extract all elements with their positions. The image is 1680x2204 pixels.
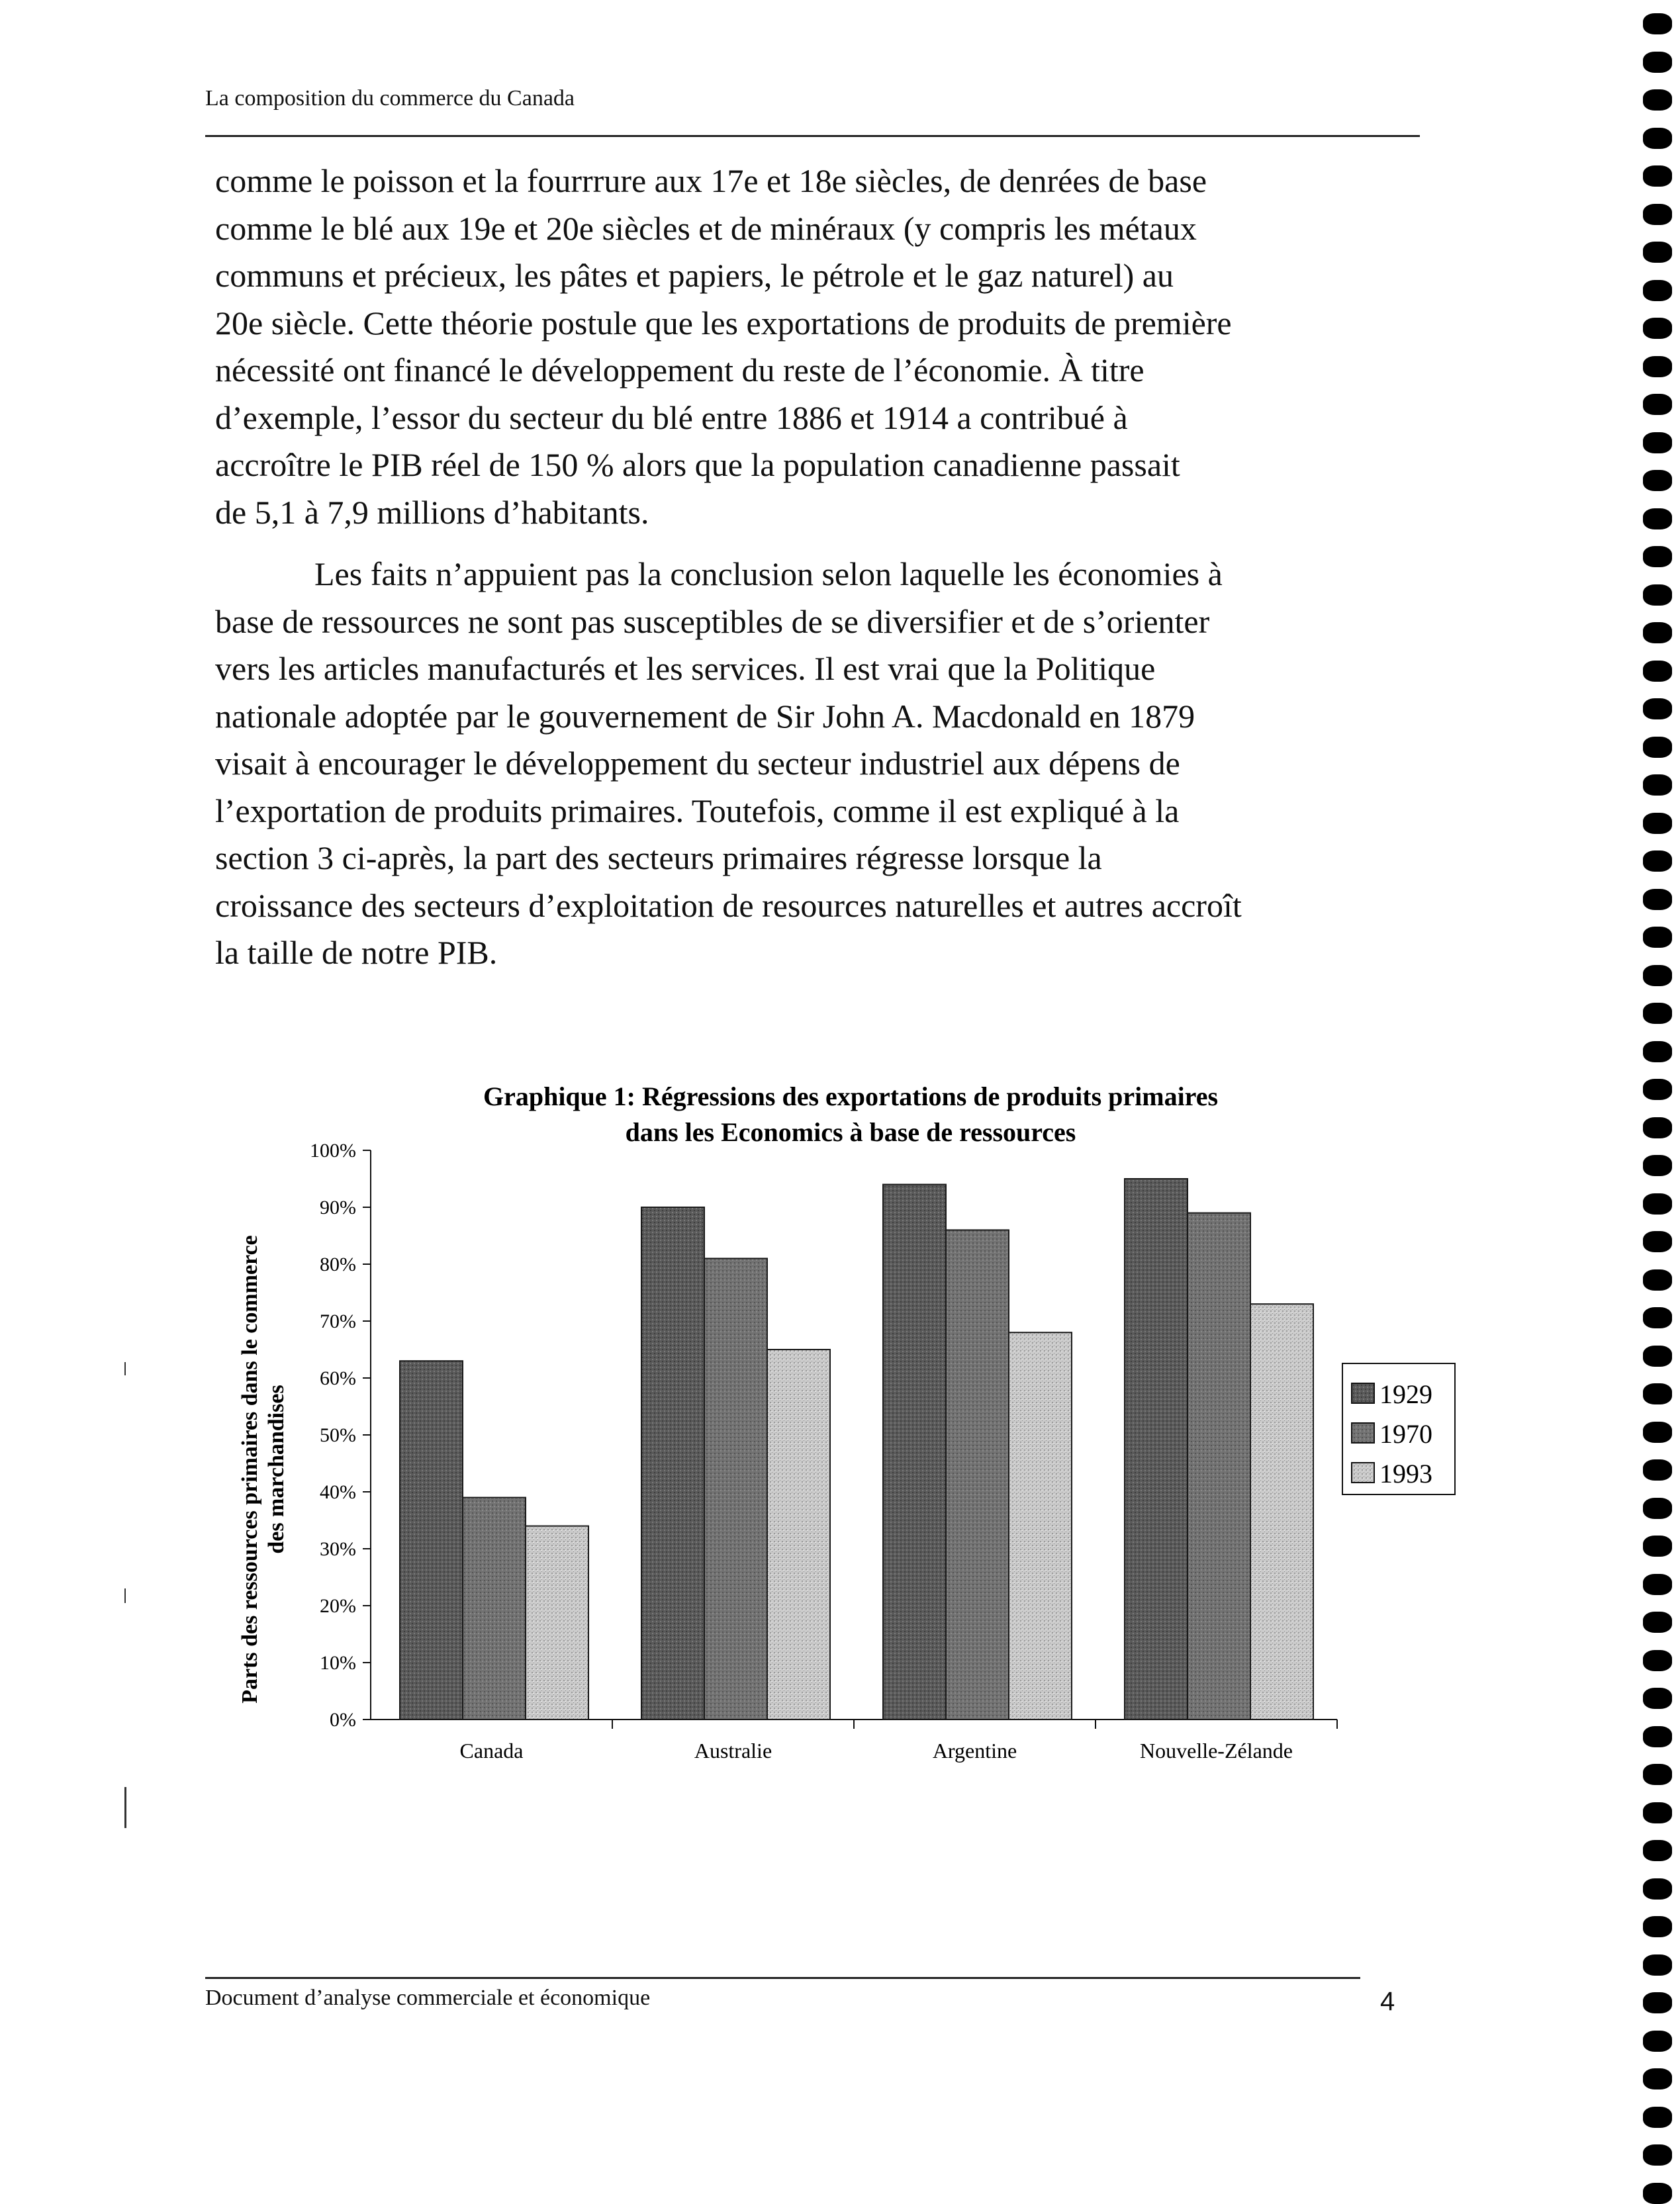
text-line: croissance des secteurs d’exploitation de resources naturelles et autres accroît xyxy=(215,886,1242,924)
bar-1970-Nouvelle-Zélande xyxy=(1188,1213,1250,1720)
chart-svg xyxy=(225,1079,1470,1787)
binding-hole xyxy=(1643,737,1672,758)
bar-1993-Canada xyxy=(526,1526,588,1720)
binding-hole xyxy=(1643,1383,1672,1404)
text-line: Les faits n’appuient pas la conclusion selon laquelle les économies à xyxy=(314,555,1223,592)
binding-hole xyxy=(1643,470,1672,491)
text-line: la taille de notre PIB. xyxy=(215,934,498,971)
binding-hole xyxy=(1643,1003,1672,1024)
text-line: vers les articles manufacturés et les services. Il est vrai que la Politique xyxy=(215,650,1156,687)
binding-hole xyxy=(1643,661,1672,682)
binding-hole xyxy=(1643,1802,1672,1823)
binding-hole xyxy=(1643,1574,1672,1595)
binding-hole xyxy=(1643,1536,1672,1557)
y-axis-label-line1: Parts des ressources primaires dans le commerce xyxy=(238,1235,262,1704)
running-header: La composition du commerce du Canada xyxy=(205,86,575,111)
binding-hole xyxy=(1643,204,1672,225)
binding-hole xyxy=(1643,432,1672,453)
chart-title: Graphique 1: Régressions des exportations de produits primaires xyxy=(483,1081,1219,1111)
legend-swatch xyxy=(1352,1423,1374,1443)
y-tick-label: 0% xyxy=(330,1709,356,1731)
binding-hole xyxy=(1643,850,1672,872)
x-tick-label: Canada xyxy=(459,1739,524,1763)
spiral-binding xyxy=(1635,0,1680,2201)
binding-hole xyxy=(1643,774,1672,796)
binding-hole xyxy=(1643,1459,1672,1481)
binding-hole xyxy=(1643,1193,1672,1215)
binding-hole xyxy=(1643,1764,1672,1785)
binding-hole xyxy=(1643,356,1672,377)
binding-hole xyxy=(1643,1688,1672,1709)
binding-hole xyxy=(1643,242,1672,263)
binding-hole xyxy=(1643,546,1672,567)
binding-hole xyxy=(1643,394,1672,415)
binding-hole xyxy=(1643,1498,1672,1519)
bar-1929-Canada xyxy=(400,1361,463,1720)
bar-1970-Canada xyxy=(463,1498,526,1720)
text-line: d’exemple, l’essor du secteur du blé entre 1886 et 1914 a contribué à xyxy=(215,398,1128,436)
binding-hole xyxy=(1643,584,1672,606)
text-line: visait à encourager le développement du secteur industriel aux dépens de xyxy=(215,745,1180,782)
chart-subtitle: dans les Economics à base de ressources xyxy=(625,1117,1076,1147)
binding-hole xyxy=(1643,1954,1672,1976)
y-axis-label-line2: des marchandises xyxy=(264,1385,289,1554)
binding-hole xyxy=(1643,889,1672,910)
y-tick-label: 40% xyxy=(320,1481,356,1503)
binding-hole xyxy=(1643,89,1672,111)
header-rule xyxy=(205,135,1420,137)
text-line: section 3 ci-après, la part des secteurs primaires régresse lorsque la xyxy=(215,839,1102,876)
y-tick-label: 80% xyxy=(320,1254,356,1275)
binding-hole xyxy=(1643,1840,1672,1861)
bar-1970-Argentine xyxy=(946,1230,1009,1720)
binding-hole xyxy=(1643,13,1672,34)
bar-1993-Nouvelle-Zélande xyxy=(1250,1304,1313,1720)
text-line: l’exportation de produits primaires. Toutefois, comme il est expliqué à la xyxy=(215,792,1180,829)
text-line: 20e siècle. Cette théorie postule que les exportations de produits de première xyxy=(215,304,1232,342)
footer-rule xyxy=(205,1977,1360,1979)
x-tick-label: Nouvelle-Zélande xyxy=(1140,1739,1293,1763)
binding-hole xyxy=(1643,965,1672,986)
binding-hole xyxy=(1643,1422,1672,1443)
y-tick-label: 30% xyxy=(320,1538,356,1560)
binding-hole xyxy=(1643,1916,1672,1937)
text-line: communs et précieux, les pâtes et papiers, le pétrole et le gaz naturel) au xyxy=(215,257,1174,294)
text-line: de 5,1 à 7,9 millions d’habitants. xyxy=(215,493,649,531)
binding-hole xyxy=(1643,1650,1672,1671)
binding-hole xyxy=(1643,1346,1672,1367)
y-tick-label: 90% xyxy=(320,1197,356,1218)
binding-hole xyxy=(1643,1992,1672,2013)
binding-hole xyxy=(1643,280,1672,301)
binding-hole xyxy=(1643,1726,1672,1747)
binding-hole xyxy=(1643,1612,1672,1633)
binding-hole xyxy=(1643,2031,1672,2052)
legend-label: 1993 xyxy=(1379,1459,1432,1489)
bar-1929-Nouvelle-Zélande xyxy=(1125,1179,1188,1720)
binding-hole xyxy=(1643,52,1672,73)
text-line: nécessité ont financé le développement du reste de l’économie. À titre xyxy=(215,351,1144,389)
binding-hole xyxy=(1643,698,1672,719)
binding-hole xyxy=(1643,1117,1672,1138)
legend-label: 1970 xyxy=(1379,1419,1432,1449)
binding-hole xyxy=(1643,2144,1672,2166)
binding-hole xyxy=(1643,2107,1672,2128)
binding-hole xyxy=(1643,1878,1672,1900)
left-edge-tick xyxy=(124,1588,126,1603)
x-tick-label: Argentine xyxy=(932,1739,1017,1763)
text-line: base de ressources ne sont pas susceptibles de se diversifier et de s’orienter xyxy=(215,602,1210,640)
text-line: comme le blé aux 19e et 20e siècles et de minéraux (y compris les métaux xyxy=(215,209,1197,247)
binding-hole xyxy=(1643,508,1672,529)
y-tick-label: 20% xyxy=(320,1595,356,1617)
y-tick-label: 10% xyxy=(320,1652,356,1674)
chart xyxy=(225,1079,1470,1787)
y-tick-label: 70% xyxy=(320,1310,356,1332)
left-edge-tick xyxy=(124,1362,126,1375)
footer-text: Document d’analyse commerciale et économique xyxy=(205,1986,651,2010)
binding-hole xyxy=(1643,622,1672,643)
bar-1993-Australie xyxy=(767,1350,830,1720)
text-line: nationale adoptée par le gouvernement de Sir John A. Macdonald en 1879 xyxy=(215,697,1195,735)
bar-1970-Australie xyxy=(704,1258,767,1720)
left-edge-mark xyxy=(124,1787,126,1828)
binding-hole xyxy=(1643,1041,1672,1062)
legend-swatch xyxy=(1352,1383,1374,1403)
binding-hole xyxy=(1643,1269,1672,1291)
paragraph-1 xyxy=(215,158,1413,536)
binding-hole xyxy=(1643,1079,1672,1100)
binding-hole xyxy=(1643,2068,1672,2089)
x-tick-label: Australie xyxy=(694,1739,772,1763)
bar-1993-Argentine xyxy=(1009,1332,1072,1720)
y-tick-label: 50% xyxy=(320,1424,356,1446)
binding-hole xyxy=(1643,1155,1672,1176)
text-line: comme le poisson et la fourrrure aux 17e et 18e siècles, de denrées de base xyxy=(215,162,1207,199)
y-tick-label: 60% xyxy=(320,1367,356,1389)
legend-swatch xyxy=(1352,1463,1374,1483)
bar-1929-Australie xyxy=(641,1207,704,1720)
binding-hole xyxy=(1643,927,1672,948)
bar-1929-Argentine xyxy=(883,1185,946,1720)
binding-hole xyxy=(1643,128,1672,149)
binding-hole xyxy=(1643,1307,1672,1328)
binding-hole xyxy=(1643,318,1672,339)
text-line: accroître le PIB réel de 150 % alors que la population canadienne passait xyxy=(215,446,1180,483)
y-tick-label: 100% xyxy=(310,1140,356,1162)
page-number: 4 xyxy=(1380,1987,1395,2016)
binding-hole xyxy=(1643,1231,1672,1252)
binding-hole xyxy=(1643,813,1672,834)
binding-hole xyxy=(1643,165,1672,187)
legend-label: 1929 xyxy=(1379,1379,1432,1409)
paragraph-2 xyxy=(215,551,1413,977)
